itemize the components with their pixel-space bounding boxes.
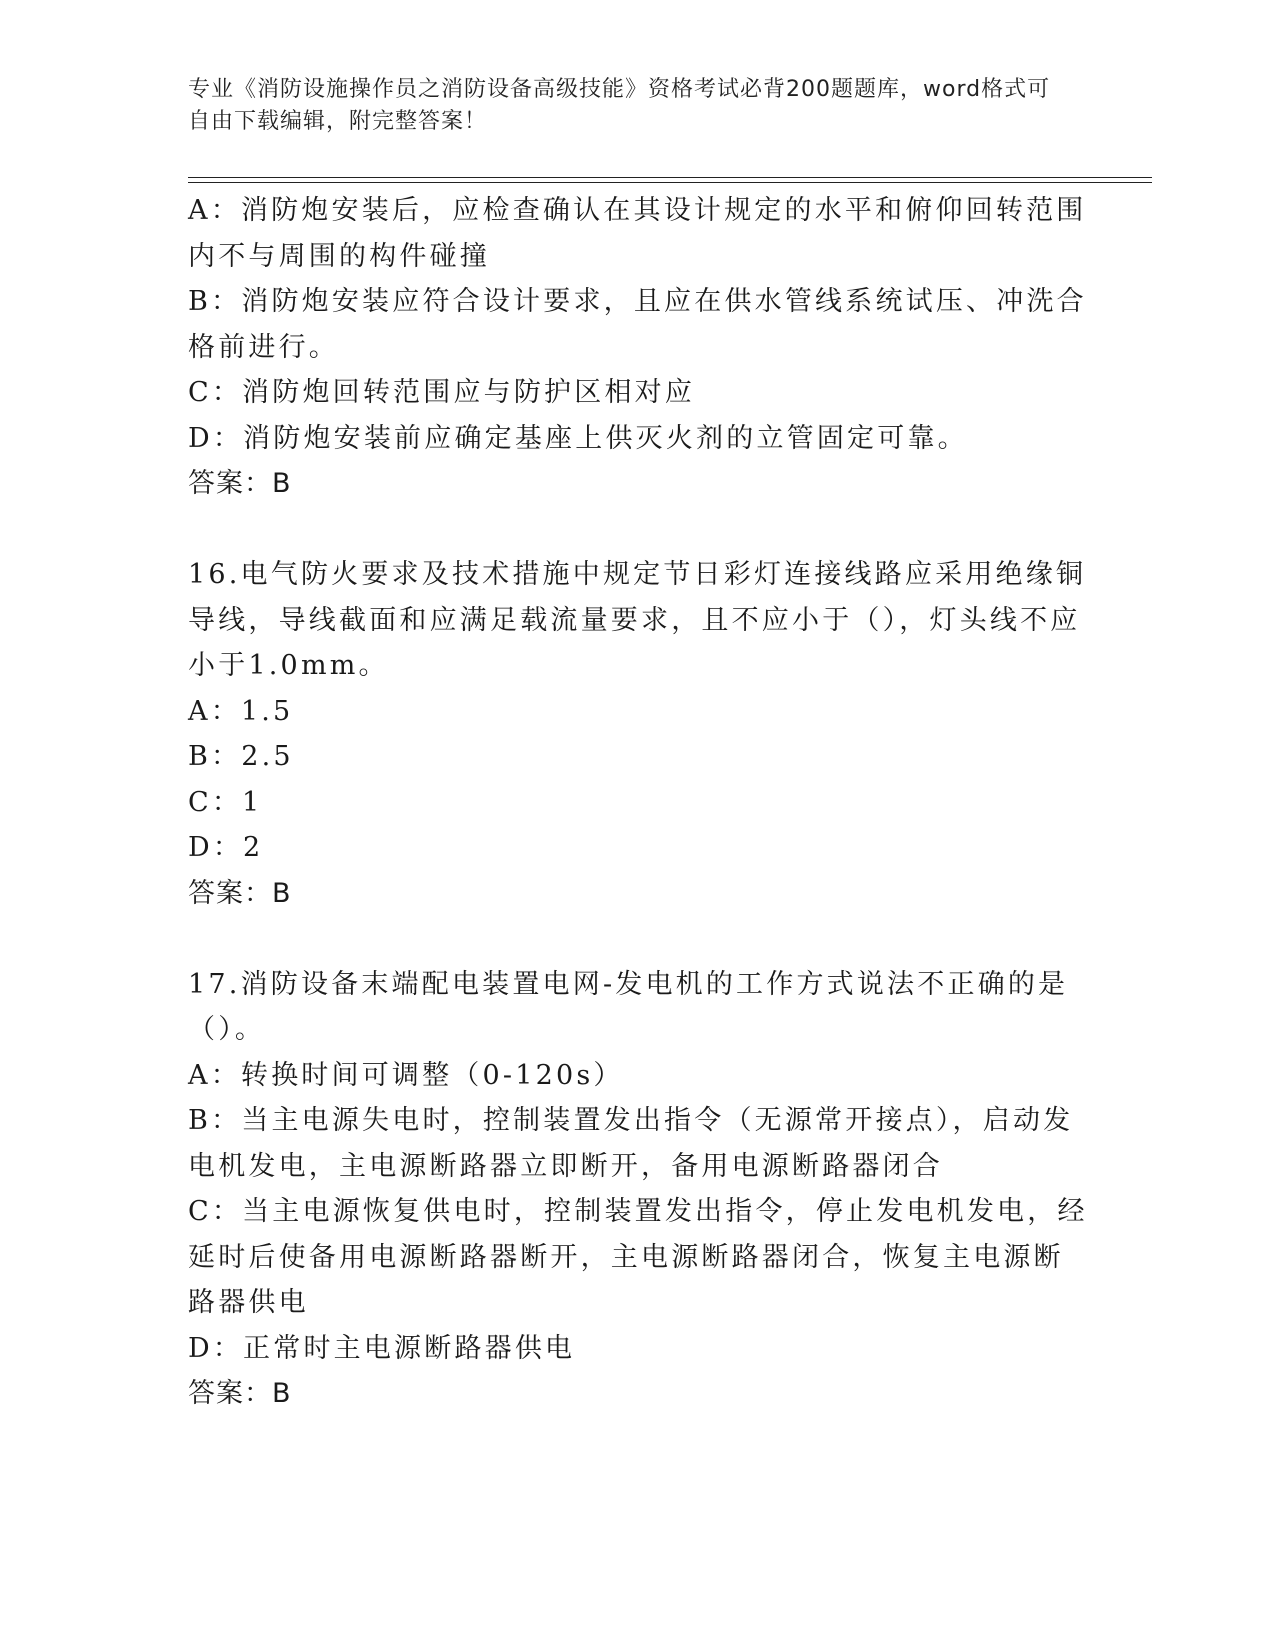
question-17: [188, 962, 1088, 1417]
option-a: A：1.5: [188, 695, 294, 727]
option-d: D：正常时主电源断路器供电: [188, 1332, 576, 1364]
header-divider-top: [188, 177, 1152, 178]
document-body: [188, 188, 1088, 1417]
option-d: D：2: [188, 832, 264, 863]
question-15: [188, 188, 1088, 507]
question-stem: 17.消防设备末端配电装置电网-发电机的工作方式说法不正确的是（）。: [188, 968, 1069, 1045]
option-c: C：当主电源恢复供电时，控制装置发出指令，停止发电机发电，经延时后使备用电源断路器断开，主电源断路器闭合，恢复主电源断路器供电: [188, 1196, 1088, 1318]
question-16: [188, 552, 1088, 916]
document-header: 专业《消防设施操作员之消防设备高级技能》资格考试必背200题题库，word格式可自由下载编辑，附完整答案！: [188, 77, 1051, 134]
spacer: [188, 916, 1088, 962]
answer-line: 答案：B: [188, 877, 292, 909]
question-stem: 16.电气防火要求及技术措施中规定节日彩灯连接线路应采用绝缘铜导线，导线截面和应满足载流量要求，且不应小于（），灯头线不应小于1.0mm。: [188, 559, 1087, 681]
option-a: A：转换时间可调整（0-120s）: [188, 1059, 624, 1091]
answer-line: 答案：B: [188, 1378, 292, 1409]
answer-line: 答案：B: [188, 468, 292, 499]
option-d: D：消防炮安装前应确定基座上供灭火剂的立管固定可靠。: [188, 422, 968, 454]
option-a: A：消防炮安装后，应检查确认在其设计规定的水平和俯仰回转范围内不与周围的构件碰撞: [188, 195, 1087, 272]
option-c: C：1: [188, 786, 263, 818]
option-b: B：2.5: [188, 741, 294, 772]
option-c: C：消防炮回转范围应与防护区相对应: [188, 377, 696, 408]
option-b: B：当主电源失电时，控制装置发出指令（无源常开接点），启动发电机发电，主电源断路器立即断开，备用电源断路器闭合: [188, 1105, 1074, 1182]
spacer: [188, 507, 1088, 553]
header-divider-bottom: [188, 182, 1152, 183]
option-b: B：消防炮安装应符合设计要求，且应在供水管线系统试压、冲洗合格前进行。: [188, 286, 1087, 363]
